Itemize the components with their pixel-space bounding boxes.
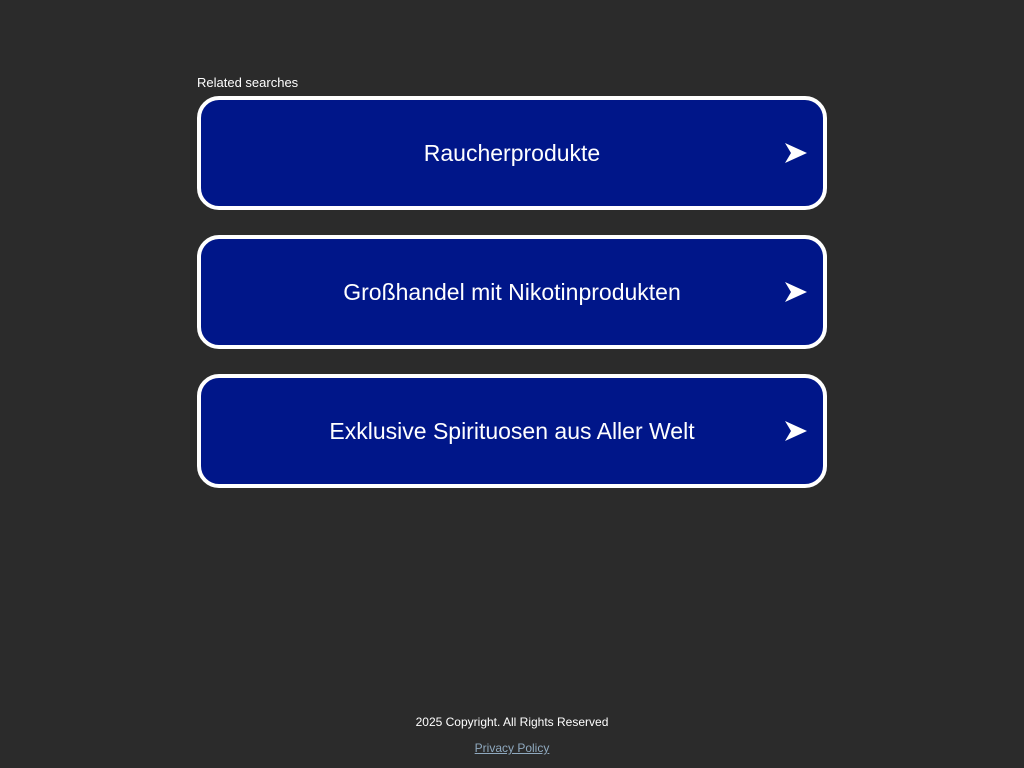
arrow-right-icon [785, 421, 807, 441]
arrow-right-icon [785, 143, 807, 163]
related-searches-title: Related searches [197, 75, 299, 90]
list-item [197, 96, 827, 210]
copyright-text: 2025 Copyright. All Rights Reserved [415, 715, 609, 729]
related-search-link-raucherprodukte[interactable] [197, 96, 827, 210]
related-searches [197, 75, 827, 513]
privacy-policy-link[interactable]: Privacy Policy [474, 741, 550, 755]
arrow-right-icon [785, 282, 807, 302]
related-search-label: Exklusive Spirituosen aus Aller Welt [329, 418, 695, 444]
related-searches-list [197, 96, 827, 488]
related-search-label: Raucherprodukte [423, 140, 601, 166]
related-search-link-spirituosen[interactable] [197, 374, 827, 488]
related-search-label: Großhandel mit Nikotinprodukten [343, 279, 681, 305]
related-search-link-grosshandel[interactable] [197, 235, 827, 349]
list-item [197, 374, 827, 488]
footer [0, 714, 1024, 757]
list-item [197, 235, 827, 349]
